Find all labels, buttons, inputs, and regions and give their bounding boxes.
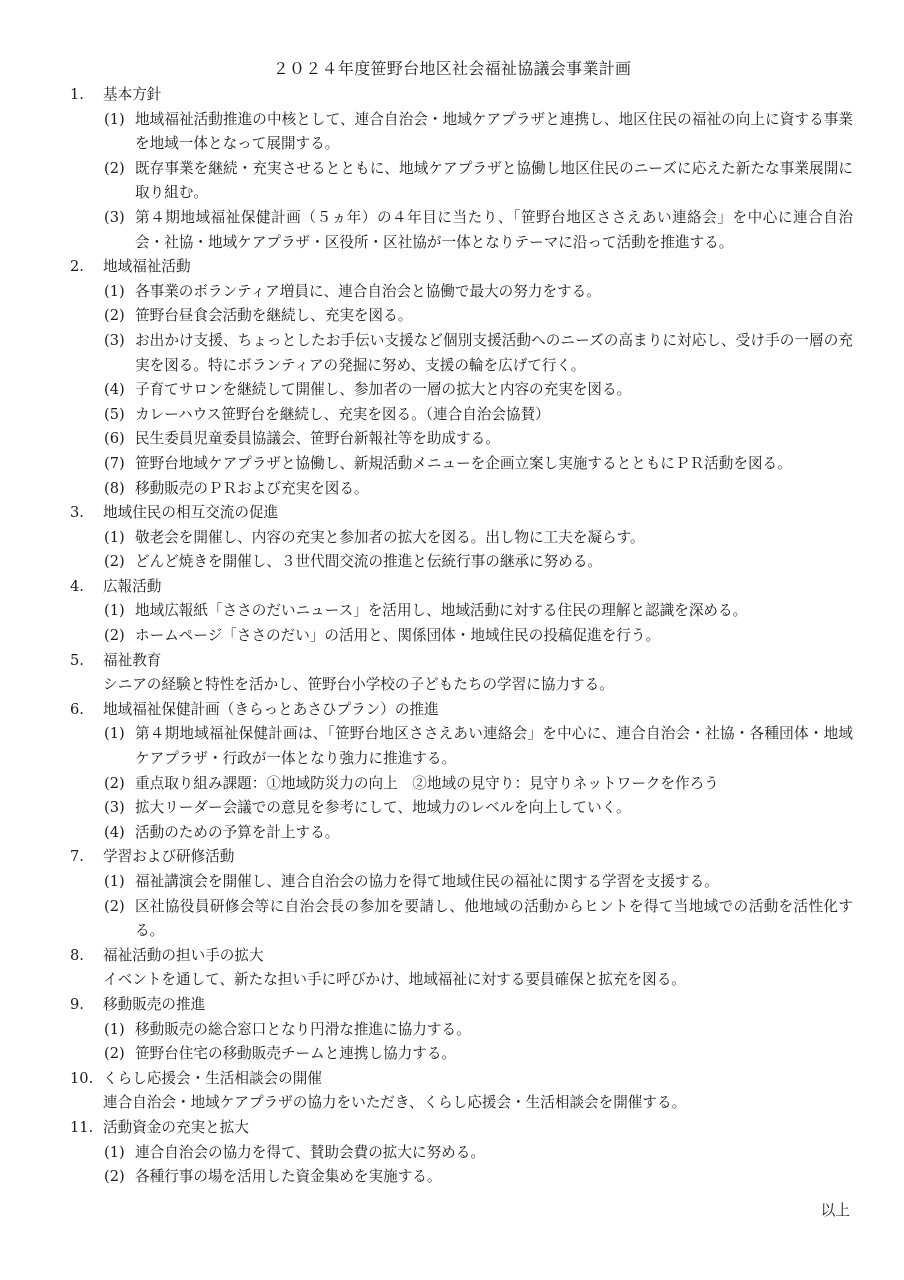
list-item xyxy=(0,526,904,551)
section-title: 活動資金の充実と拡大 xyxy=(103,1118,249,1136)
list-item xyxy=(0,599,904,624)
item-number: (7) xyxy=(104,454,125,472)
list-item xyxy=(0,550,904,575)
list-item xyxy=(0,624,904,649)
item-number: (3) xyxy=(104,208,125,226)
item-text: 敬老会を開催し、内容の充実と参加者の拡大を図る。出し物に工夫を凝らす。 xyxy=(135,528,645,546)
section-text: イベントを通して、新たな担い手に呼びかけ、地域福祉に対する要員確保と拡充を図る。 xyxy=(103,971,686,989)
section xyxy=(0,698,904,846)
list-item xyxy=(0,477,904,502)
item-text: 福祉講演会を開催し、連合自治会の協力を得て地域住民の福祉に関する学習を支援する。 xyxy=(135,873,719,890)
item-number: (2) xyxy=(104,1168,125,1186)
list-item xyxy=(0,772,904,797)
item-text: 地域広報紙「ささのだいニュース」を活用し、地域活動に対する住民の理解と認識を深める。 xyxy=(135,602,748,620)
section-number: 6. xyxy=(70,700,84,718)
section-number: 4. xyxy=(70,577,84,595)
section-heading xyxy=(0,845,904,870)
item-number: (8) xyxy=(104,479,125,497)
section xyxy=(0,993,904,1067)
section-number: 5. xyxy=(70,651,84,669)
item-number: (2) xyxy=(104,1045,125,1063)
section-number: 2. xyxy=(70,258,84,276)
section-heading xyxy=(0,698,904,723)
section-heading xyxy=(0,83,904,108)
item-text: ホームページ「ささのだい」の活用と、関係団体・地域住民の投稿促進を行う。 xyxy=(135,627,661,645)
section xyxy=(0,649,904,698)
item-number: (4) xyxy=(104,381,125,399)
section-title: 広報活動 xyxy=(103,577,162,595)
item-text: 各事業のボランティア増員に、連合自治会と協働で最大の努力をする。 xyxy=(135,282,601,300)
section-heading xyxy=(0,993,904,1018)
item-text: どんど焼きを開催し、３世代間交流の推進と伝統行事の継承に努める。 xyxy=(135,553,603,571)
item-text: 各種行事の場を活用した資金集めを実施する。 xyxy=(135,1168,442,1186)
item-number: (3) xyxy=(104,331,125,349)
section-title: 移動販売の推進 xyxy=(103,995,206,1013)
section-number: 7. xyxy=(70,848,84,866)
item-number: (1) xyxy=(104,873,125,890)
section-heading xyxy=(0,501,904,526)
item-text: 移動販売のＰＲおよび充実を図る。 xyxy=(135,479,369,497)
section-heading xyxy=(0,1067,904,1092)
item-number: (2) xyxy=(104,159,125,177)
item-number: (2) xyxy=(104,307,125,325)
item-number: (2) xyxy=(104,774,125,792)
section-number: 8. xyxy=(70,946,84,964)
item-number: (1) xyxy=(104,528,125,546)
list-item xyxy=(0,206,904,255)
list-item xyxy=(0,280,904,305)
section-title: 福祉活動の担い手の拡大 xyxy=(103,946,264,964)
item-text: 拡大リーダー会議での意見を参考にして、地域力のレベルを向上していく。 xyxy=(135,799,631,817)
section-title: くらし応援会・生活相談会の開催 xyxy=(103,1069,322,1087)
item-text: 重点取り組み課題：①地域防災力の向上 ②地域の見守り：見守りネットワークを作ろう xyxy=(135,774,719,792)
list-item xyxy=(0,1141,904,1166)
item-text: お出かけ支援、ちょっとしたお手伝い支援など個別支援活動へのニーズの高まりに対応し、受け手の一層の充実を図る。特にボランティアの発掘に努め、支援の輪を広げて行く。 xyxy=(135,331,853,374)
item-text: 第４期地域福祉保健計画（５ヵ年）の４年目に当たり、「笹野台地区ささえあい連絡会」を中心に連合自治会・社協・地域ケアプラザ・区役所・区社協が一体となりテーマに沿って活動を推進する。 xyxy=(135,208,853,251)
item-text: 笹野台昼食会活動を継続し、充実を図る。 xyxy=(135,307,413,325)
section-number: 3. xyxy=(70,504,84,522)
document-title: ２０２４年度笹野台地区社会福祉協議会事業計画 xyxy=(272,59,632,78)
list-item xyxy=(0,378,904,403)
section-title: 学習および研修活動 xyxy=(103,848,235,866)
list-item xyxy=(0,304,904,329)
section-number: 11. xyxy=(70,1118,94,1136)
item-number: (5) xyxy=(104,405,125,423)
list-item xyxy=(0,870,904,895)
section xyxy=(0,1067,904,1116)
section xyxy=(0,845,904,943)
list-item xyxy=(0,1042,904,1067)
item-text: 既存事業を継続・充実させるとともに、地域ケアプラザと協働し地区住民のニーズに応えた新たな事業展開に取り組む。 xyxy=(135,159,853,202)
list-item xyxy=(0,821,904,846)
section-title: 地域福祉活動 xyxy=(103,258,191,276)
section-title: 福祉教育 xyxy=(103,651,162,669)
list-item xyxy=(0,108,904,157)
section-list xyxy=(0,83,904,1190)
section-heading xyxy=(0,575,904,600)
section xyxy=(0,944,904,993)
list-item xyxy=(0,1165,904,1190)
section xyxy=(0,83,904,255)
item-number: (1) xyxy=(104,282,125,300)
item-number: (2) xyxy=(104,627,125,645)
item-text: 区社協役員研修会等に自治会長の参加を要請し、他地域の活動からヒントを得て当地域での活動を活性化する。 xyxy=(135,897,853,940)
item-text: 活動のための予算を計上する。 xyxy=(135,823,340,841)
section xyxy=(0,501,904,575)
item-text: 連合自治会の協力を得て、賛助会費の拡大に努める。 xyxy=(135,1143,485,1161)
item-text: 子育てサロンを継続して開催し、参加者の一層の拡大と内容の充実を図る。 xyxy=(135,381,632,399)
item-number: (1) xyxy=(104,1020,125,1038)
item-text: カレーハウス笹野台を継続し、充実を図る。（連合自治会協賛） xyxy=(135,405,550,423)
item-number: (2) xyxy=(104,897,125,915)
section-heading xyxy=(0,649,904,674)
list-item xyxy=(0,895,904,944)
section xyxy=(0,575,904,649)
item-number: (2) xyxy=(104,553,125,571)
item-number: (6) xyxy=(104,430,125,448)
section-title: 地域住民の相互交流の促進 xyxy=(103,504,279,522)
section-title: 基本方針 xyxy=(103,86,162,103)
item-text: 笹野台住宅の移動販売チームと連携し協力する。 xyxy=(135,1045,457,1063)
item-number: (1) xyxy=(104,602,125,620)
section-number: 10. xyxy=(70,1069,94,1087)
list-item xyxy=(0,403,904,428)
section xyxy=(0,255,904,501)
item-number: (3) xyxy=(104,799,125,817)
item-number: (1) xyxy=(104,110,125,128)
section-heading xyxy=(0,944,904,969)
section-heading xyxy=(0,1116,904,1141)
item-text: 笹野台地域ケアプラザと協働し、新規活動メニューを企画立案し実施するとともにＰＲ活動を図る。 xyxy=(135,454,792,472)
section-heading xyxy=(0,255,904,280)
item-text: 第４期地域福祉保健計画は、「笹野台地区ささえあい連絡会」を中心に、連合自治会・社協・各種団体・地域ケアプラザ・行政が一体となり強力に推進する。 xyxy=(135,725,853,768)
list-item xyxy=(0,157,904,206)
item-number: (4) xyxy=(104,823,125,841)
section-text: 連合自治会・地域ケアプラザの協力をいただき、くらし応援会・生活相談会を開催する。 xyxy=(103,1094,687,1112)
section xyxy=(0,1116,904,1190)
section-number: 1. xyxy=(70,86,84,103)
list-item xyxy=(0,427,904,452)
item-text: 移動販売の総合窓口となり円滑な推進に協力する。 xyxy=(135,1020,471,1038)
list-item xyxy=(0,452,904,477)
closing-text: 以上 xyxy=(820,1202,850,1219)
list-item xyxy=(0,1018,904,1043)
list-item xyxy=(0,796,904,821)
list-item xyxy=(0,722,904,771)
item-text: 地域福祉活動推進の中核として、連合自治会・地域ケアプラザと連携し、地区住民の福祉の向上に資する事業を地域一体となって展開する。 xyxy=(135,110,853,153)
list-item xyxy=(0,329,904,378)
item-number: (1) xyxy=(104,725,125,743)
item-number: (1) xyxy=(104,1143,125,1161)
item-text: 民生委員児童委員協議会、笹野台新報社等を助成する。 xyxy=(135,430,500,448)
section-number: 9. xyxy=(70,995,84,1013)
section-title: 地域福祉保健計画（きらっとあさひプラン）の推進 xyxy=(103,700,439,718)
section-text: シニアの経験と特性を活かし、笹野台小学校の子どもたちの学習に協力する。 xyxy=(103,676,614,694)
